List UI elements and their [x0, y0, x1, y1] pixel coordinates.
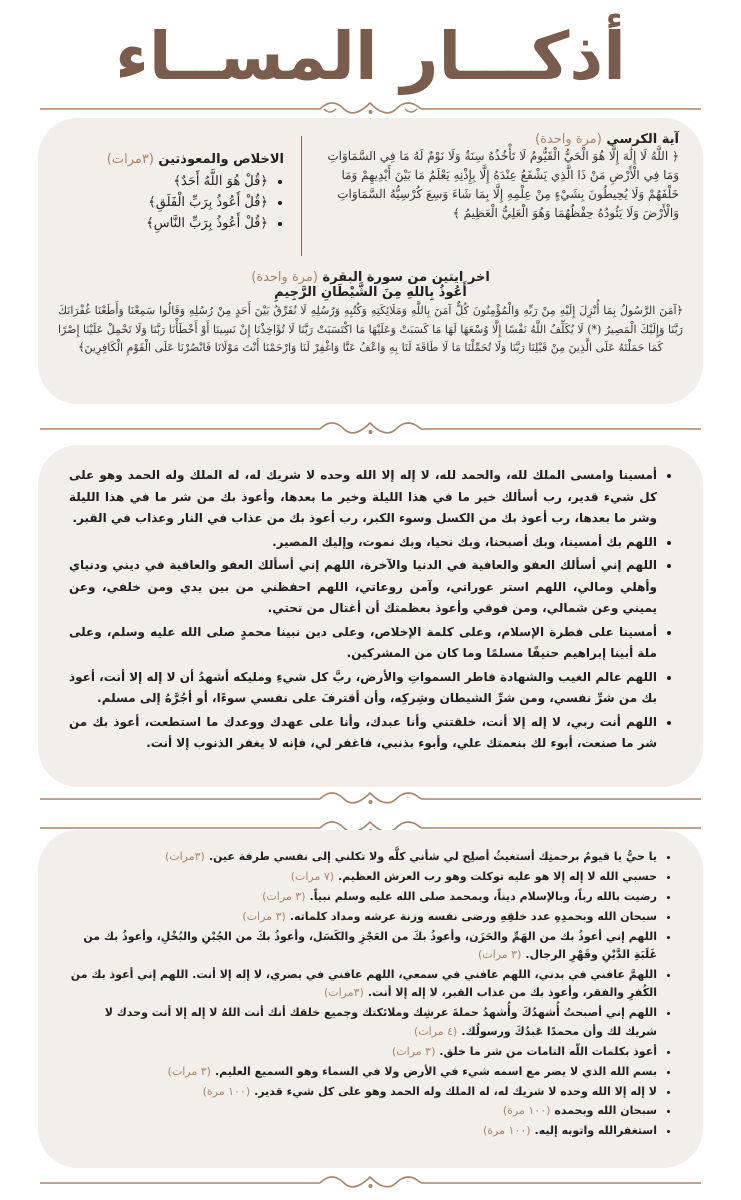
repeat-count: (١٠٠ مرة): [483, 1124, 531, 1138]
kursi-heading: آية الكرسي (مرة واحدة): [535, 132, 679, 147]
ornament-divider: [40, 1170, 701, 1196]
list-item: • اللهم إني أسألك العفو والعافية في الدنيا والآخرة، اللهم إني أسألك العفو والعافية في ديني ودنياي وأهلي ومالي، اللهم استر عوراتي، وآمن روعاتي، اللهم احفظني من بين يدي ومن خلفي، وعن يميني وعن شمالي، ومن فوقي وأعوذ بعظمتك أن أغتال من تحتي.: [69, 555, 657, 620]
kursi-count: (مرة واحدة): [535, 132, 602, 147]
baqara-heading: اخر ايتين من سورة البقرة (مرة واحدة): [251, 270, 490, 285]
page-title: أذكـــار المســاء: [115, 18, 626, 95]
ikhlas-heading: الاخلاص والمعوذتين (٣مرات): [106, 152, 284, 167]
quran-panel: [38, 118, 703, 404]
list-item: • اللهم عالم الغيب والشهادة فاطر السمواتِ والأرض، ربَّ كل شيءِ ومليكه أشهدُ أن لا إله إلا أنت، أعوذ بك من شرِّ نفسي، ومن شرِّ الشيطان وشِركِه، وأن أقترفَ على نفسي سوءًا، أو أجُرَّهُ إلى مسلم.: [69, 667, 657, 710]
list-item: • حسبي الله لا إله إلا هو عليه توكلت وهو رب العرش العظيم.(٧ مرات): [69, 868, 657, 887]
list-item: • اللهمَّ عافني في بدني، اللهم عافني في سمعي، اللهم عافني في بصري، لا إله إلا أنت. اللهم إني أعوذ بك من الكُفرِ والفقر، وأعوذ بك من عذاب القبر، لا إله إلا أنت.(٣مرات): [69, 966, 657, 1003]
repeat-count: (١٠٠ مرة): [502, 1104, 551, 1118]
counted-dhikr-panel: [38, 830, 703, 1168]
repeat-count: (٣مرات): [323, 986, 364, 1000]
baqara-last-verses: [58, 270, 683, 358]
repeat-count: (٣ مرات): [478, 948, 522, 962]
column-divider: [301, 136, 302, 256]
dua-list-container: [69, 465, 679, 757]
dhikr-list: [69, 848, 679, 1141]
repeat-count: (٤ مرات): [413, 1024, 458, 1038]
repeat-count: (٧ مرات): [290, 869, 335, 883]
list-item: • ﴿قُلْ أَعُوذُ بِرَبِّ الْفَلَقِ﴾: [64, 192, 268, 213]
dua-list: [69, 465, 679, 755]
list-item: • أمسينا وامسى الملك لله، والحمد لله، لا إله إلا الله وحده لا شريك له، له الملك وله الحمد وهو على كل شيء قدير، رب أسألك خير ما في هذا الليلة وخير ما بعدها، وأعوذ بك من شر ما في هذا الليلة وشر ما بعدها، رب أعوذ بك من الكسل وسوء الكبر، رب أعوذ بك من عذاب في النار وعذاب في القبر.: [69, 465, 657, 530]
list-item: • اللهم بك أمسينا، وبك أصبحنا، وبك نحيا، وبك نموت، وإليك المصير.: [69, 532, 657, 554]
ayat-al-kursi: [323, 132, 679, 223]
kursi-text: ﴿ اللَّهُ لَا إِلَٰهَ إِلَّا هُوَ الْحَيُّ الْقَيُّومُ لَا تَأْخُذُهُ سِنَةٌ وَلَا نَوْمٌ لَهُ مَا فِي السَّمَاوَاتِ وَمَا فِي الْأَرْضِ مَنْ ذَا الَّذِي يَشْفَعُ عِنْدَهُ إِلَّا بِإِذْنِهِ يَعْلَمُ مَا بَيْنَ أَيْدِيهِمْ وَمَا خَلْفَهُمْ وَلَا يُحِيطُونَ بِشَيْءٍ مِنْ عِلْمِهِ إِلَّا بِمَا شَاءَ وَسِعَ كُرْسِيُّهُ السَّمَاوَاتِ وَالْأَرْضَ وَلَا يَئُودُهُ حِفْظُهُمَا وَهُوَ الْعَلِيُّ الْعَظِيمُ ﴾: [327, 149, 679, 220]
list-item: • بسم الله الذي لا يضر مع اسمه شيء في الأرض ولا في السماء وهو السميع العليم.(٣ مرات): [69, 1063, 657, 1082]
dua-panel: [38, 445, 703, 787]
list-item: • رضيت بالله رباً، وبالإسلام ديناً، وبمحمد صلى الله عليه وسلم نبياً.(٣ مرات): [69, 888, 657, 907]
surah-list: [64, 171, 284, 234]
list-item: • أعوذ بكلمات اللّه التامات من شر ما خلق.(٣ مرات): [69, 1043, 657, 1062]
repeat-count: (٣ مرات): [262, 889, 306, 903]
list-item: • أمسينا على فطرة الإسلام، وعلى كلمة الإخلاص، وعلى دين نبينا محمدٍ صلى الله عليه وسلم، وعلى ملة أبينا إبراهيم حنيفًا مسلمًا وما كان من المشركين.: [69, 622, 657, 665]
repeat-count: (٣ مرات): [167, 1064, 211, 1078]
list-item: • لا إله إلا الله وحده لا شريك له، له الملك وله الحمد وهو على كل شيء قدير.(١٠٠ مرة): [69, 1083, 657, 1102]
repeat-count: (١٠٠ مرة): [202, 1084, 251, 1098]
ornament-divider: [40, 786, 701, 812]
list-item: • سبحان الله وبحمدِهِ عدد خلقِهِ ورضى نفسه وزنة عرشه ومداد كلماته.(٣ مرات): [69, 908, 657, 927]
baqara-text: ﴿آمَنَ الرَّسُولُ بِمَا أُنْزِلَ إِلَيْهِ مِنْ رَبِّهِ وَالْمُؤْمِنُونَ كُلٌّ آمَنَ بِاللَّهِ وَمَلَائِكَتِهِ وَكُتُبِهِ وَرُسُلِهِ لَا نُفَرِّقُ بَيْنَ أَحَدٍ مِنْ رُسُلِهِ وَقَالُوا سَمِعْنَا وَأَطَعْنَا غُفْرَانَكَ رَبَّنَا وَإِلَيْكَ الْمَصِيرُ (*) لَا يُكَلِّفُ اللَّهُ نَفْسًا إِلَّا وُسْعَهَا لَهَا مَا كَسَبَتْ وَعَلَيْهَا مَا اكْتَسَبَتْ رَبَّنَا لَا تُؤَاخِذْنَا إِنْ نَسِينَا أَوْ أَخْطَأْنَا رَبَّنَا وَلَا تَحْمِلْ عَلَيْنَا إِصْرًا كَمَا حَمَلْتَهُ عَلَى الَّذِينَ مِنْ قَبْلِنَا رَبَّنَا وَلَا تُحَمِّلْنَا مَا لَا طَاقَةَ لَنَا بِهِ وَاعْفُ عَنَّا وَاغْفِرْ لَنَا وَارْحَمْنَا أَنْتَ مَوْلَانَا فَانْصُرْنَا عَلَى الْقَوْمِ الْكَافِرِينَ﴾: [58, 304, 683, 354]
ikhlas-count: (٣مرات): [106, 152, 154, 167]
ikhlas-muawwidhatain: [64, 152, 284, 234]
repeat-count: (٣ مرات): [391, 1044, 436, 1058]
repeat-count: (٣مرات): [164, 850, 205, 863]
list-item: • ﴿قُلْ أَعُوذُ بِرَبِّ النَّاسِ﴾: [64, 213, 268, 234]
baqara-count: (مرة واحدة): [251, 270, 318, 285]
list-item: • اللهم إني أصبحتُ أُشهدُكَ وأُشهدُ حملةَ عرشِك وملائكتك وجميع خلقك أنك أنت اللهُ لا إله إلا أنت وحدك لا شريك لك وأن محمدًا عَبدُكَ ورسولُك.(٤ مرات): [69, 1004, 657, 1041]
list-item: • اللهم أنت ربي، لا إله إلا أنت، خلقتني وأنا عبدك، وأنا على عهدك ووعدك ما استطعت، أعوذ بك من شر ما صنعت، أبوء لك بنعمتك علي، وأبوء بذنبي، فاغفر لي، فإنه لا يغفر الذنوب إلا أنت.: [69, 712, 657, 755]
list-item: • اللهم إني أعوذُ بك من الهَمِّ والحَزَن، وأعوذُ بكَ من العَجْزِ والكَسَل، وأعوذُ بكَ من الجُبْنِ والبُخْلِ، وأعوذُ بك من غَلَبَةِ الدَّيْنِ وقَهْرِ الرجال.(٣ مرات): [69, 928, 657, 965]
ornament-divider: [40, 416, 701, 442]
list-item: • استغفرالله واتوبه إليه.(١٠٠ مرة): [69, 1122, 657, 1141]
repeat-count: (٣ مرات): [242, 909, 286, 923]
list-item: • سبحان الله وبحمده(١٠٠ مرة): [69, 1102, 657, 1121]
dhikr-list-container: [69, 848, 679, 1142]
baqara-subheading: أَعُوذُ بِاللهِ مِنَ الشَّيْطَانِ الرَّجِيمِ: [274, 285, 467, 300]
list-item: • ﴿قُلْ هُوَ اللَّهُ أَحَدٌ﴾: [64, 171, 268, 192]
list-item: • يا حيُّ يا قيومُ برحمتِك أستغيثُ أصلِح لي شأني كلَّه ولا تكلني إلى نفسي طرفة عين.(٣مرات): [69, 848, 657, 867]
